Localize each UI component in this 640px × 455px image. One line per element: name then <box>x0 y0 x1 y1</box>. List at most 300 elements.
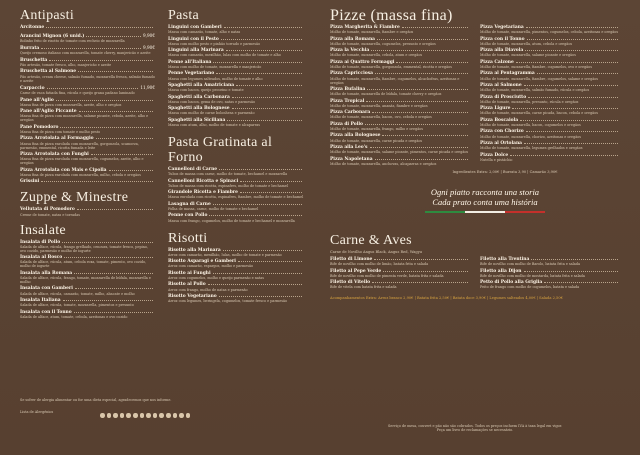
menu-item-name: Spaghetti alla Bolognese <box>168 106 230 112</box>
leader-dots <box>227 120 302 121</box>
menu-item-name: Pizza al Salmone <box>480 82 522 88</box>
menu-item <box>168 118 304 127</box>
menu-item <box>480 83 620 92</box>
leader-dots <box>526 27 618 28</box>
allergen-icon <box>113 413 118 418</box>
menu-item-price: 11,90€ <box>140 84 155 90</box>
menu-item-description: Massa com camarão, mexilhão, lulas com molho de tomate e alho <box>168 53 281 58</box>
pizze-grid <box>330 25 620 168</box>
leader-dots <box>366 101 468 102</box>
leader-dots <box>226 50 302 51</box>
leader-dots <box>49 60 153 61</box>
insalate-title: Insalate <box>20 222 66 238</box>
menu-item-description: Molho de tomate, mozzarella, pimentos, cogumelos, cebola, azeitonas e oregãos <box>480 30 619 35</box>
menu-item <box>168 271 304 280</box>
menu-item-name: Spaghetti alla Siciliana <box>168 117 226 123</box>
menu-item-name: Filetto di Vitello <box>330 280 371 286</box>
leader-dots <box>512 108 618 109</box>
menu-item <box>330 48 470 57</box>
menu-item-name: Bruschetta <box>20 57 48 63</box>
menu-item-description: Arroz com frango, molho de natas e parmesão <box>168 287 248 292</box>
menu-item-name: Pizza Capricciosa <box>330 71 373 77</box>
menu-item-description: Salada de alface, atum, tomate, cebola, azeitonas e ovo cozido <box>20 314 128 319</box>
leader-dots <box>371 50 468 51</box>
menu-item <box>330 133 470 142</box>
menu-item-description: Molho de tomate, mozzarella, bacon, ovo, cebola e oregãos <box>330 115 432 120</box>
gratinata-title: Pasta Gratinata al Forno <box>168 134 273 165</box>
menu-item-name: Linguini con Gamberi <box>168 25 222 30</box>
menu-item-name: Pizza Boscaiola <box>480 117 519 123</box>
leader-dots <box>63 300 153 301</box>
leader-dots <box>524 143 618 144</box>
menu-item-description: Molho de tomate, mozzarella, gorgonzola, emmental, ricotta e oregãos <box>330 64 452 69</box>
menu-item-description: Pão artesão, cream cheese, salmão fumado, mozzarella fresca, salmão fumado e azeite <box>20 74 155 83</box>
menu-item <box>168 167 304 176</box>
leader-dots <box>96 138 153 139</box>
menu-item <box>168 48 304 57</box>
menu-item <box>330 99 470 108</box>
menu-item-description: Molho de tomate, mozzarella, fiambre, cogumelos, ovo e oregãos <box>480 64 592 69</box>
menu-item <box>330 157 470 166</box>
leader-dots <box>219 296 302 297</box>
menu-item-name: Vellutata di Pomodoro <box>20 207 75 213</box>
footer-left <box>20 398 320 414</box>
menu-item-name: Linguini con il Pesto <box>168 36 219 42</box>
menu-item-name: Pizza Vegetariana <box>480 25 524 30</box>
allergen-icon <box>186 413 191 418</box>
leader-dots <box>60 127 153 128</box>
menu-item-name: Pizza alla Diavola <box>480 48 524 54</box>
menu-item-description: Molho de tomate, mozzarella, salame picante e oregãos <box>480 53 576 58</box>
leader-dots <box>367 89 468 90</box>
menu-item-name: Pizza con il Tonno <box>480 36 525 42</box>
menu-item-description: Folha de massa, carne, molho de tomate e bechamel <box>168 206 259 211</box>
menu-item-name: Grissini <box>20 179 40 185</box>
column-pizze <box>330 8 620 300</box>
leader-dots <box>374 259 468 260</box>
menu-item <box>480 48 620 57</box>
menu-item <box>168 37 304 46</box>
menu-item <box>20 136 155 149</box>
menu-item-description: Molho de tomate, mozzarella, legumes grelhados e oregãos <box>480 146 583 151</box>
flag-white <box>465 211 505 213</box>
leader-dots <box>377 39 468 40</box>
menu-item <box>480 257 620 266</box>
menu-item <box>20 152 155 165</box>
menu-item <box>168 25 304 34</box>
menu-item-name: Pizza Tropical <box>330 98 365 104</box>
menu-item <box>480 106 620 115</box>
menu-item <box>480 71 620 80</box>
menu-item-description: Massa com molho de tomate, mozzarella e manjericão <box>168 64 262 69</box>
menu-item <box>20 45 155 55</box>
menu-item-name: Cannelloni di Carne <box>168 166 218 172</box>
leader-dots <box>62 242 153 243</box>
leader-dots <box>91 154 153 155</box>
italy-flag-stripe <box>425 211 545 213</box>
allergen-icon <box>166 413 171 418</box>
menu-item-name: Pizza Arrotolata con Mais e Cipolla <box>20 167 107 173</box>
menu-item-description: Massa fina de pizza com tomate e molho pesto <box>20 129 101 134</box>
menu-item-name: Pizza con Chorizo <box>480 129 524 135</box>
leader-dots <box>213 62 302 63</box>
allergen-icon <box>179 413 184 418</box>
menu-item-description: Molho de tomate, mozzarella, salmão fumado, rúcula e oregãos <box>480 88 590 93</box>
menu-item-name: Filetto alla Trentina <box>480 256 530 262</box>
footer-right <box>330 424 620 432</box>
footer-allergy-note: Se sofrer de alergia alimentar ou for uma dieta especial, agradecemos que nos informe. <box>20 398 172 402</box>
leader-dots <box>375 73 468 74</box>
leader-dots <box>510 155 618 156</box>
menu-item-description: Massa com atum, alho, molho de tomate e alcaparras <box>168 122 261 127</box>
menu-item <box>330 145 470 154</box>
menu-item-name: Carpaccio <box>20 85 45 91</box>
allergen-icon <box>126 413 131 418</box>
pizze-left-list <box>330 25 470 168</box>
menu-item <box>330 280 470 289</box>
leader-dots <box>238 261 302 262</box>
menu-item-description: Molho de tomate, mozzarella, cebola, atum e oregãos <box>330 53 423 58</box>
leader-dots <box>224 27 302 28</box>
leader-dots <box>240 181 302 182</box>
menu-item-description: Salada de alface, rúcula, frango, tomate, mozzarella de búfala, mozzarella e molho <box>20 275 151 284</box>
menu-item <box>20 25 155 30</box>
carne-title: Carne & Aves <box>330 232 412 248</box>
menu-item-description: Bife de novilho com molho de limão, batata frita e salada <box>330 262 429 267</box>
allergen-icon <box>140 413 145 418</box>
leader-dots <box>216 73 302 74</box>
allergen-icon <box>133 413 138 418</box>
menu-item <box>330 110 470 119</box>
menu-item-name: Pane Pomodoro <box>20 124 59 130</box>
menu-item <box>20 168 155 177</box>
leader-dots <box>240 192 302 193</box>
menu-item <box>480 141 620 150</box>
menu-item-name: Linguini alla Marinara <box>168 48 224 54</box>
leader-dots <box>221 39 302 40</box>
carne-grid <box>330 257 620 292</box>
carne-right-list <box>480 257 620 292</box>
menu-item-name: Pizza Bufalina <box>330 86 366 92</box>
menu-item <box>20 109 155 122</box>
menu-item-name: Risotto al Pollo <box>168 282 206 288</box>
menu-item-name: Pizza Margherita & Fiambre <box>330 25 400 30</box>
menu-item-name: Insalata Italiana <box>20 297 61 303</box>
menu-item <box>20 179 155 184</box>
menu-item-description: Bife de vitela com batata frita e salada <box>330 285 397 290</box>
menu-item-description: Massa com camarão, tomate, alho e natas <box>168 30 241 35</box>
menu-item <box>20 286 155 295</box>
menu-item <box>480 37 620 46</box>
menu-item-description: Massa com molho pesto e pinhão torrado e parmesão <box>168 41 261 46</box>
leader-dots <box>382 135 468 136</box>
footer-allergen-label: Lista de Alergénios <box>20 410 54 415</box>
menu-item-name: Arancini Mignon (6 unid.) <box>20 33 85 39</box>
menu-item <box>20 207 155 216</box>
gratinata-list <box>168 167 304 223</box>
leader-dots <box>78 71 153 72</box>
menu-item <box>168 95 304 104</box>
carne-left-list <box>330 257 470 292</box>
menu-item-description: Arroz com legumes, beringela, cogumelos, tomate fresco e parmesão <box>168 299 288 304</box>
menu-item <box>480 280 620 289</box>
leader-dots <box>537 73 618 74</box>
menu-item-description: Carne de vaca fatiada fina, rúcula e queijo grana padano laminado <box>20 91 135 96</box>
menu-item-name: Spaghetti alla Amatriciana <box>168 82 235 88</box>
leader-dots <box>527 39 618 40</box>
pasta-list <box>168 25 304 127</box>
menu-item <box>168 213 304 222</box>
pizze-title: Pizze (massa fina) <box>330 7 453 24</box>
menu-item-name: Pizza al Ortolana <box>480 140 523 146</box>
leader-dots <box>213 204 302 205</box>
carne-note: Carne de Novilho Angus Black, Angus Red, Wagyu <box>330 249 423 254</box>
leader-dots <box>402 27 468 28</box>
menu-item-description: Molho de tomate, mozzarella, anchovas, alcaparras e oregãos <box>330 161 437 166</box>
zuppe-list <box>20 207 155 216</box>
menu-item <box>330 37 470 46</box>
menu-item-name: Penne con Pollo <box>168 213 208 219</box>
menu-item-description: Massa com molho de carne bolonhesa e parmesão <box>168 111 255 116</box>
menu-item-name: Insalata con Gamberi <box>20 286 73 292</box>
menu-item-description: Molho de tomate, mozzarella, carne picada, bacon, cebola e oregãos <box>480 111 598 116</box>
menu-item <box>330 71 470 84</box>
leader-dots <box>520 120 618 121</box>
allergen-icon <box>159 413 164 418</box>
menu-item <box>330 269 470 278</box>
column-pasta <box>168 8 304 306</box>
menu-item-name: Penne Vegetariano <box>168 71 215 77</box>
menu-item <box>330 60 470 69</box>
leader-dots <box>77 209 153 210</box>
menu-item-description: Salada de alface, rúcula, camarão, tomate, milho, abacate e molho <box>20 291 135 296</box>
menu-item-description: Salada de alface, rúcula, atum, cebola roxa, tomate, pimento, ovo cozido, molho de iogurte <box>20 260 147 269</box>
menu-item <box>480 95 620 104</box>
menu-item <box>168 179 304 188</box>
menu-item-description: Bife de novilho com molho de mostarda, batata frita e salada <box>480 273 585 278</box>
leader-dots <box>525 50 618 51</box>
leader-dots <box>41 181 153 182</box>
footer-complaints-note: Peça um livro de reclamações se necessário. <box>436 428 514 433</box>
leader-dots <box>209 215 302 216</box>
menu-item <box>20 310 155 319</box>
menu-item <box>20 271 155 284</box>
leader-dots <box>396 62 468 63</box>
menu-item <box>168 71 304 80</box>
menu-item-description: Molho de tomate, mozzarella, fiambre, cogumelos, alcachofras, azeitonas e oregãos <box>330 76 460 85</box>
menu-item-description: Tubos de massa com ricotta, espinafres, molho de tomate e bechamel <box>168 183 288 188</box>
menu-item-name: Filetto alla Dijon <box>480 268 522 274</box>
menu-item <box>20 298 155 307</box>
leader-dots <box>208 284 302 285</box>
menu-item-description: Arroz com camarão, espargos, molho e parmesão <box>168 264 254 269</box>
menu-item-description: Molho de tomate, mozzarella, presunto, rúcula e oregãos <box>480 99 579 104</box>
allergen-icon <box>153 413 158 418</box>
menu-item-description: Molho de tomate, mozzarella, carne picada e oregãos <box>330 138 423 143</box>
column-antipasti <box>20 8 155 321</box>
menu-item <box>168 190 304 199</box>
quote-block <box>410 187 560 213</box>
menu-item <box>480 118 620 127</box>
menu-item <box>330 257 470 266</box>
menu-item-description: Molho de tomate, mozzarella, ananás, fiambre e oregãos <box>330 103 428 108</box>
menu-item <box>20 125 155 134</box>
menu-item-price: 9,90€ <box>143 32 155 38</box>
menu-item-name: Insalata di Pollo <box>20 239 61 245</box>
leader-dots <box>223 250 302 251</box>
menu-item-description: Nutella e pistáchio <box>480 157 513 162</box>
menu-item <box>20 255 155 268</box>
menu-item-name: Pizza Napoletana <box>330 156 373 162</box>
menu-item-description: Molho de tomate, mozzarella, fiambre e oregãos <box>330 30 414 35</box>
menu-item-name: Pizza Arrotolata al Formaggio <box>20 136 94 142</box>
leader-dots <box>236 85 302 86</box>
leader-dots <box>531 259 618 260</box>
menu-item-name: Burrata <box>20 46 40 52</box>
menu-item <box>20 240 155 253</box>
flag-red <box>505 211 545 213</box>
menu-item <box>330 87 470 96</box>
menu-item <box>20 98 155 107</box>
allergen-icon <box>146 413 151 418</box>
menu-item-name: Pane all'Aglio Piccante <box>20 109 77 115</box>
menu-item-description: Salada de alface, rúcula, frango grelhado, cenoura, tomate fresco, pepino, ovo cozido, parmesão e molho de iogurte <box>20 244 149 253</box>
menu-item-description: Molho de tomate, mozzarella, bacon, cogumelos e oregãos <box>480 122 581 127</box>
menu-item-description: Molho de tomate, mozzarella, chorizo, azeitonas e oregãos <box>480 134 582 139</box>
allergen-icon <box>107 413 112 418</box>
leader-dots <box>74 312 153 313</box>
menu-item <box>168 248 304 257</box>
leader-dots <box>41 48 141 49</box>
menu-item-name: Pizza Ligure <box>480 106 511 112</box>
menu-item-name: Insalata con il Tonno <box>20 309 72 315</box>
antipasti-title: Antipasti <box>20 8 75 23</box>
menu-item-name: Penne all'Italiana <box>168 59 212 65</box>
leader-dots <box>86 36 141 37</box>
menu-item-name: Cannelloni Ricotta e Spinaci <box>168 178 239 184</box>
menu-item-name: Insalata al Bosco <box>20 255 63 261</box>
menu-item-name: Pizza di Prosciutto <box>480 94 527 100</box>
menu-item-row <box>20 25 155 30</box>
menu-item-name: Pizza di Pollo <box>330 121 363 127</box>
leader-dots <box>516 62 618 63</box>
insalate-list <box>20 240 155 319</box>
leader-dots <box>365 124 468 125</box>
leader-dots <box>526 131 618 132</box>
allergen-icon <box>173 413 178 418</box>
menu-item-description: Massa com legumes salteados, molho de tomate e alho <box>168 76 263 81</box>
menu-item-description: Massa fina de pizza com mozzarella, azeite, alho e oregãos <box>20 102 122 107</box>
menu-item <box>168 60 304 69</box>
menu-item-name: Filetto al Pepe Verde <box>330 268 382 274</box>
menu-item-description: Molho de tomate, mozzarella, salame picante, pimentos, carne picada e oregãos <box>330 150 469 155</box>
menu-item-name: Risotto Vegetariano <box>168 293 217 299</box>
menu-item <box>168 294 304 303</box>
leader-dots <box>524 271 619 272</box>
pizze-right-list <box>480 25 620 168</box>
flag-green <box>425 211 465 213</box>
pasta-title: Pasta <box>168 8 200 23</box>
leader-dots <box>375 159 468 160</box>
leader-dots <box>370 147 468 148</box>
leader-dots <box>64 257 153 258</box>
menu-item-name: Petto di Pollo alla Griglia <box>480 280 543 286</box>
menu-item-name: Arcitonne <box>20 25 45 30</box>
menu-item <box>168 282 304 291</box>
menu-item-description: Arroz com camarão, mexilhão, lulas, molho de tomate e parmesão <box>168 252 282 257</box>
menu-item-description: Bife de novilho com molho de pimenta verde, batata frita e salada <box>330 273 444 278</box>
menu-item-name: Pizza ai Quattro Formaggi <box>330 59 395 65</box>
menu-item-description: Massa fina de pizza enrolada com mozzarella, cogumelos, azeite, alho e oregãos <box>20 157 144 166</box>
quote-line-2: Cada prato conta uma história <box>432 196 538 207</box>
menu-item <box>168 106 304 115</box>
menu-item-description: Queijo cremoso italiano com mozzarella, tomate cherry, manjericão e azeite <box>20 51 151 56</box>
menu-item-name: Pizza Arrotolata con Funghi <box>20 151 89 157</box>
menu-item <box>168 259 304 268</box>
menu-item-name: Lasagna di Carne <box>168 201 211 207</box>
menu-item-name: Pizza Carbonara <box>330 110 371 116</box>
menu-item-description: Arroz com cogumelos, molho e queijo parmesão e natas <box>168 275 265 280</box>
menu-item-name: Filetto di Limone <box>330 256 373 262</box>
menu-item-description: Tubos de massa com carne, molho de tomate, bechamel e mozzarella <box>168 172 288 177</box>
leader-dots <box>47 88 139 89</box>
risotti-list <box>168 248 304 304</box>
menu-item <box>330 25 470 34</box>
menu-item-description: Massa fina de pizza com mozzarella, salame picante, cebola, azeite, alho e oregãos <box>20 114 149 123</box>
menu-item-name: Risotto Asparagi e Gamberi <box>168 259 236 265</box>
menu-item <box>20 58 155 67</box>
leader-dots <box>372 112 468 113</box>
menu-item-name: Spaghetti alla Carbonara <box>168 94 230 100</box>
leader-dots <box>219 169 302 170</box>
menu-item-name: Bruschetta al Salmone <box>20 69 77 75</box>
carne-sides: Acompanhamentos Extra: Arroz branco 2,90€ | Batata frita 2,50€ | Batata doce 3,90€ | Legumes salteados 4,00€ | Salada 2,50€ <box>330 295 563 300</box>
menu-item-name: Pizza al Pentagramma <box>480 71 535 77</box>
menu-item <box>480 25 620 34</box>
menu-item <box>20 85 155 95</box>
menu-item-name: Pizza Calzone <box>480 59 514 65</box>
menu-item-description: Salada de alface, rúcula, tomate, mozzarella, pimentos e presunto <box>20 303 134 308</box>
menu-item-description: Bolinho frito de risotto de tomate com recheio de mozzarella <box>20 38 125 43</box>
menu-item-description: Bife de novilho com molho de Barolo, batata frita e salada <box>480 262 580 267</box>
menu-item-name: Girandole Ricotta e Fiambre <box>168 190 238 196</box>
leader-dots <box>46 27 153 28</box>
menu-item <box>480 269 620 278</box>
menu-item-price: 9,90€ <box>143 45 155 51</box>
leader-dots <box>372 282 468 283</box>
menu-item-name: Pizza alla Bolognese <box>330 133 381 139</box>
antipasti-list <box>20 25 155 184</box>
menu-item-name: Insalata alla Romana <box>20 270 73 276</box>
menu-item-description: Molho de tomate, mozzarella, atum, cebola e oregãos <box>480 41 573 46</box>
leader-dots <box>528 97 618 98</box>
menu-item-description: Massa com frango, cogumelos, molho de tomate e bechamel e mozzarella <box>168 218 295 223</box>
menu-item-description: Peito de frango com molho de cogumelos, batata e salada <box>480 285 580 290</box>
allergen-icons <box>100 413 190 418</box>
menu-item-name: Pizza la Vecchia <box>330 48 370 54</box>
menu-item <box>330 122 470 131</box>
menu-item-name: Pizza Dolce <box>480 152 509 158</box>
menu-item-description: Molho de tomate, mozzarella, frango, milho e oregãos <box>330 126 424 131</box>
leader-dots <box>383 271 468 272</box>
menu-item-name: Risotto ai Funghi <box>168 270 211 276</box>
leader-dots <box>56 100 153 101</box>
menu-item-description: Massa fina de pizza enrolada com mozzarella, milho, cebola e oregãos <box>20 172 141 177</box>
menu-item <box>480 129 620 138</box>
leader-dots <box>213 273 302 274</box>
leader-dots <box>75 288 153 289</box>
menu-item-description: Molho de tomate, mozzarella, fiambre, cogumelos, salame e oregãos <box>480 76 599 81</box>
